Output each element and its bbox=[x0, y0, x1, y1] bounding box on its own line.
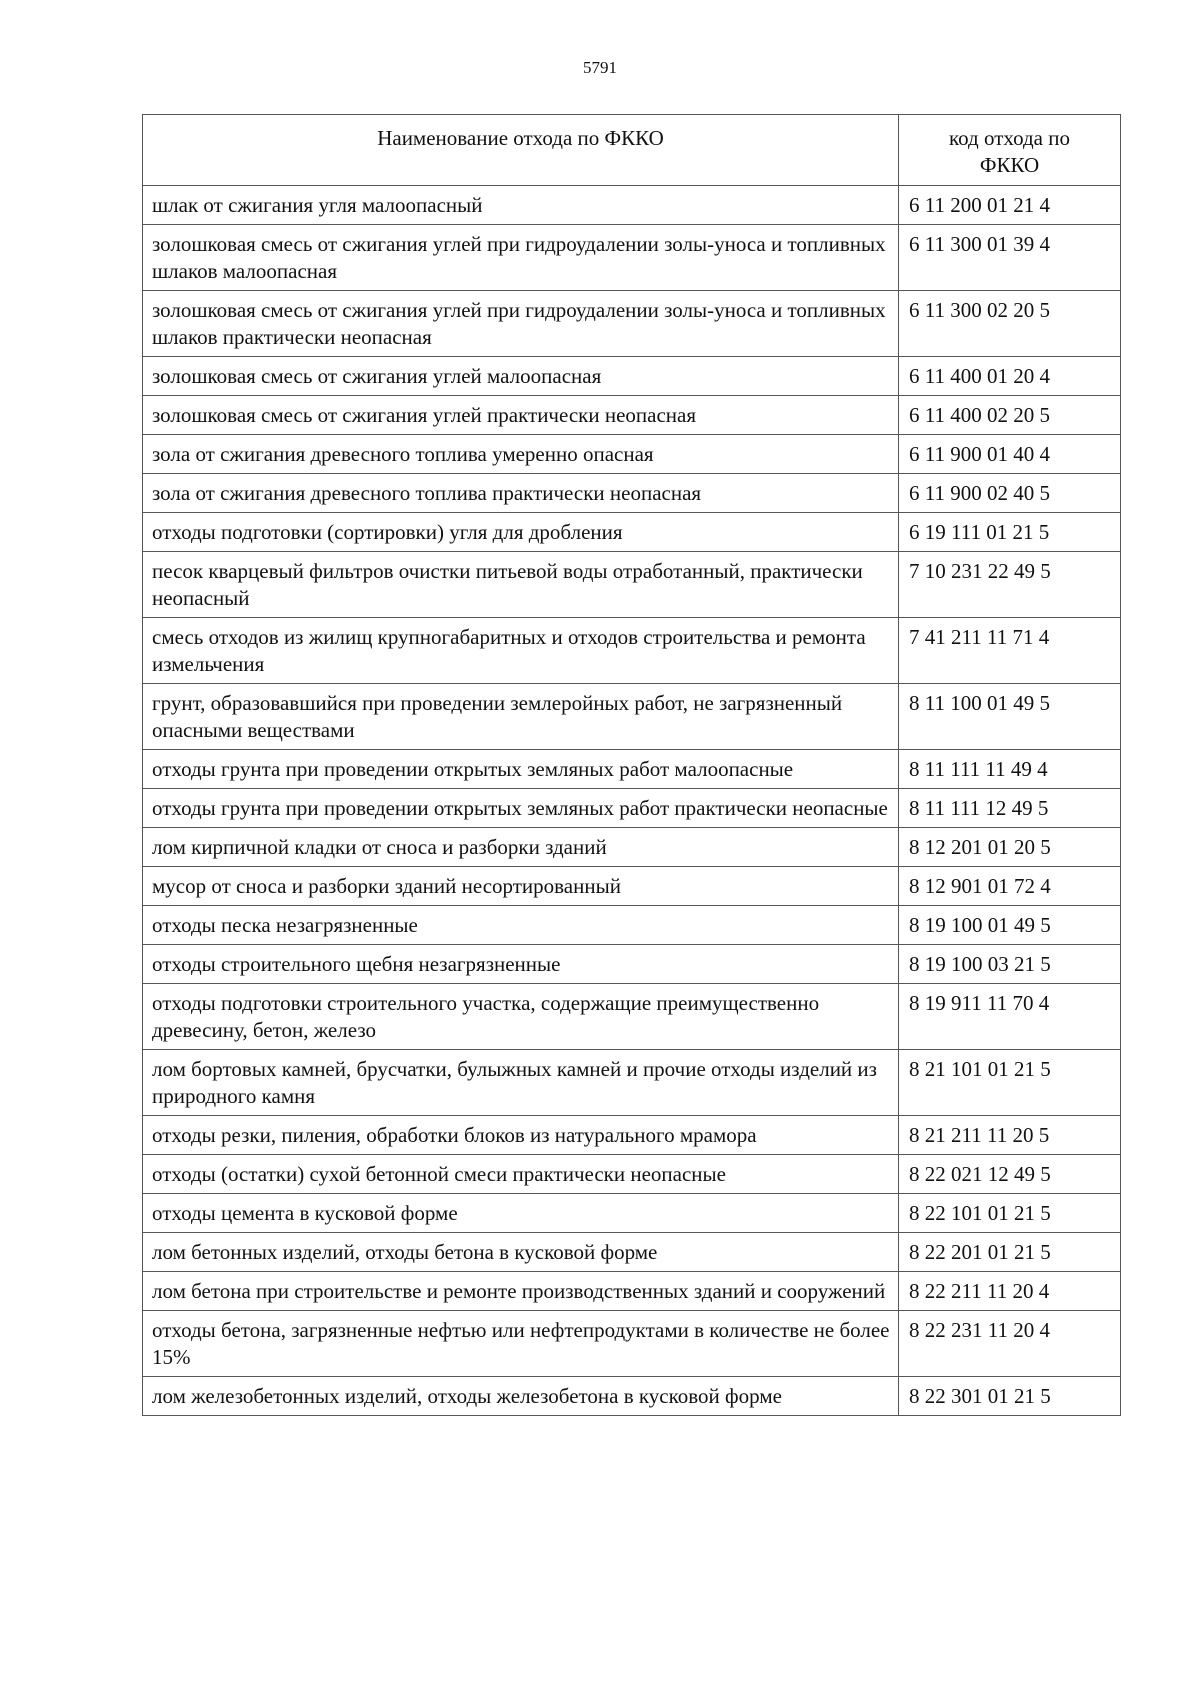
waste-code-cell: 8 11 111 12 49 5 bbox=[899, 789, 1121, 828]
waste-code-cell: 8 22 231 11 20 4 bbox=[899, 1311, 1121, 1377]
table-row bbox=[143, 1272, 1121, 1311]
waste-name-cell: песок кварцевый фильтров очистки питьевой воды отработанный, практически неопасный bbox=[143, 552, 899, 618]
table-row bbox=[143, 186, 1121, 225]
waste-code-cell: 6 11 300 02 20 5 bbox=[899, 291, 1121, 357]
waste-code-cell: 8 22 211 11 20 4 bbox=[899, 1272, 1121, 1311]
waste-name-cell: золошковая смесь от сжигания углей при гидроудалении золы-уноса и топливных шлаков малоопасная bbox=[143, 225, 899, 291]
waste-name-cell: отходы подготовки (сортировки) угля для дробления bbox=[143, 513, 899, 552]
table-row bbox=[143, 1194, 1121, 1233]
waste-name-cell: золошковая смесь от сжигания углей малоопасная bbox=[143, 357, 899, 396]
table-row bbox=[143, 357, 1121, 396]
table-row bbox=[143, 513, 1121, 552]
waste-name-cell: зола от сжигания древесного топлива умеренно опасная bbox=[143, 435, 899, 474]
waste-name-cell: отходы грунта при проведении открытых земляных работ практически неопасные bbox=[143, 789, 899, 828]
waste-name-cell: грунт, образовавшийся при проведении землеройных работ, не загрязненный опасными веществами bbox=[143, 684, 899, 750]
waste-code-cell: 8 19 911 11 70 4 bbox=[899, 984, 1121, 1050]
table-row bbox=[143, 945, 1121, 984]
waste-code-cell: 8 22 301 01 21 5 bbox=[899, 1377, 1121, 1416]
table-row bbox=[143, 984, 1121, 1050]
table-row bbox=[143, 789, 1121, 828]
waste-code-cell: 8 19 100 03 21 5 bbox=[899, 945, 1121, 984]
waste-name-cell: золошковая смесь от сжигания углей практически неопасная bbox=[143, 396, 899, 435]
table-row bbox=[143, 396, 1121, 435]
waste-code-cell: 8 21 211 11 20 5 bbox=[899, 1116, 1121, 1155]
table-row bbox=[143, 684, 1121, 750]
waste-code-cell: 7 10 231 22 49 5 bbox=[899, 552, 1121, 618]
waste-name-cell: мусор от сноса и разборки зданий несортированный bbox=[143, 867, 899, 906]
header-waste-code: код отхода по ФККО bbox=[899, 115, 1121, 186]
table-row bbox=[143, 1377, 1121, 1416]
waste-code-cell: 7 41 211 11 71 4 bbox=[899, 618, 1121, 684]
header-waste-name: Наименование отхода по ФККО bbox=[143, 115, 899, 186]
waste-name-cell: отходы песка незагрязненные bbox=[143, 906, 899, 945]
waste-name-cell: отходы грунта при проведении открытых земляных работ малоопасные bbox=[143, 750, 899, 789]
table-row bbox=[143, 1050, 1121, 1116]
table-row bbox=[143, 1155, 1121, 1194]
waste-name-cell: лом бетонных изделий, отходы бетона в кусковой форме bbox=[143, 1233, 899, 1272]
waste-code-cell: 8 22 021 12 49 5 bbox=[899, 1155, 1121, 1194]
table-header-row bbox=[143, 115, 1121, 186]
waste-name-cell: лом бортовых камней, брусчатки, булыжных камней и прочие отходы изделий из природного камня bbox=[143, 1050, 899, 1116]
waste-code-cell: 6 19 111 01 21 5 bbox=[899, 513, 1121, 552]
table-row bbox=[143, 225, 1121, 291]
waste-name-cell: зола от сжигания древесного топлива практически неопасная bbox=[143, 474, 899, 513]
waste-code-cell: 8 11 100 01 49 5 bbox=[899, 684, 1121, 750]
waste-code-cell: 6 11 400 02 20 5 bbox=[899, 396, 1121, 435]
table-row bbox=[143, 1233, 1121, 1272]
waste-name-cell: отходы цемента в кусковой форме bbox=[143, 1194, 899, 1233]
waste-name-cell: отходы подготовки строительного участка, содержащие преимущественно древесину, бетон, железо bbox=[143, 984, 899, 1050]
waste-name-cell: золошковая смесь от сжигания углей при гидроудалении золы-уноса и топливных шлаков практически неопасная bbox=[143, 291, 899, 357]
table-row bbox=[143, 1116, 1121, 1155]
waste-name-cell: отходы строительного щебня незагрязненные bbox=[143, 945, 899, 984]
waste-code-cell: 8 21 101 01 21 5 bbox=[899, 1050, 1121, 1116]
waste-code-cell: 6 11 900 01 40 4 bbox=[899, 435, 1121, 474]
waste-code-cell: 6 11 300 01 39 4 bbox=[899, 225, 1121, 291]
waste-name-cell: отходы (остатки) сухой бетонной смеси практически неопасные bbox=[143, 1155, 899, 1194]
waste-code-cell: 6 11 200 01 21 4 bbox=[899, 186, 1121, 225]
waste-code-cell: 8 12 901 01 72 4 bbox=[899, 867, 1121, 906]
table-row bbox=[143, 618, 1121, 684]
waste-name-cell: лом бетона при строительстве и ремонте производственных зданий и сооружений bbox=[143, 1272, 899, 1311]
waste-code-table bbox=[142, 114, 1121, 1416]
table-row bbox=[143, 291, 1121, 357]
table-row bbox=[143, 906, 1121, 945]
waste-name-cell: отходы бетона, загрязненные нефтью или нефтепродуктами в количестве не более 15% bbox=[143, 1311, 899, 1377]
table-row bbox=[143, 1311, 1121, 1377]
table-row bbox=[143, 867, 1121, 906]
waste-code-cell: 8 11 111 11 49 4 bbox=[899, 750, 1121, 789]
waste-name-cell: шлак от сжигания угля малоопасный bbox=[143, 186, 899, 225]
page-number: 5791 bbox=[583, 58, 617, 77]
table-row bbox=[143, 828, 1121, 867]
waste-code-cell: 6 11 400 01 20 4 bbox=[899, 357, 1121, 396]
waste-name-cell: отходы резки, пиления, обработки блоков из натурального мрамора bbox=[143, 1116, 899, 1155]
table-row bbox=[143, 435, 1121, 474]
waste-name-cell: лом железобетонных изделий, отходы железобетона в кусковой форме bbox=[143, 1377, 899, 1416]
table-row bbox=[143, 552, 1121, 618]
waste-code-cell: 8 22 101 01 21 5 bbox=[899, 1194, 1121, 1233]
waste-name-cell: лом кирпичной кладки от сноса и разборки зданий bbox=[143, 828, 899, 867]
waste-code-cell: 8 22 201 01 21 5 bbox=[899, 1233, 1121, 1272]
table-row bbox=[143, 474, 1121, 513]
waste-name-cell: смесь отходов из жилищ крупногабаритных и отходов строительства и ремонта измельчения bbox=[143, 618, 899, 684]
waste-code-cell: 6 11 900 02 40 5 bbox=[899, 474, 1121, 513]
waste-code-cell: 8 12 201 01 20 5 bbox=[899, 828, 1121, 867]
waste-code-cell: 8 19 100 01 49 5 bbox=[899, 906, 1121, 945]
table-row bbox=[143, 750, 1121, 789]
